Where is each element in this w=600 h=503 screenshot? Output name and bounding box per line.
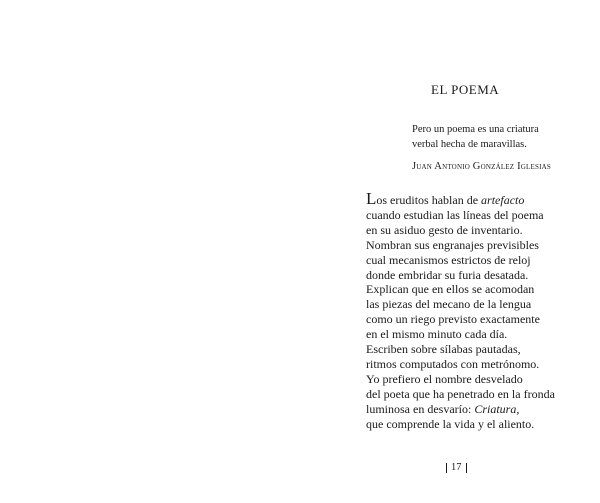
- epigraph-line: Pero un poema es una criatura: [412, 124, 539, 135]
- poem-title: EL POEMA: [431, 82, 500, 97]
- poem-italic-word: Criatura,: [474, 401, 520, 416]
- poem-line: en el mismo minuto cada día.: [366, 327, 508, 342]
- poem-line: las piezas del mecano de la lengua: [366, 297, 532, 312]
- initial-letter: L: [366, 189, 377, 208]
- page-number: 17: [451, 462, 462, 473]
- poem-line: Explican que en ellos se acomodan: [366, 282, 535, 297]
- poem-line: como un riego previsto exactamente: [366, 312, 540, 327]
- poem-line: Yo prefiero el nombre desvelado: [366, 371, 523, 386]
- folio-bar-left: [446, 463, 447, 473]
- epigraph-author: Juan Antonio González Iglesias: [412, 161, 551, 172]
- epigraph: [412, 123, 539, 152]
- poem-line: donde embridar su furia desatada.: [366, 267, 529, 282]
- poem-line: en su asiduo gesto de inventario.: [366, 222, 523, 237]
- poem-body: [366, 189, 555, 432]
- poem-line-first: [366, 189, 555, 208]
- poem-line: del poeta que ha penetrado en la fronda: [366, 386, 555, 401]
- folio-bar-right: [466, 463, 467, 473]
- poem-line: ritmos computados con metrónomo.: [366, 356, 540, 371]
- epigraph-line: verbal hecha de maravillas.: [412, 138, 527, 150]
- poem-line-text: luminosa en desvarío:: [366, 401, 475, 416]
- poem-line-last: que comprende la vida y el aliento.: [366, 416, 535, 431]
- poem-line: cuando estudian las líneas del poema: [366, 207, 544, 222]
- poem-line: Escriben sobre sílabas pautadas,: [366, 342, 521, 357]
- poem-line-text: os eruditos hablan de: [376, 193, 482, 207]
- poem-italic-word: artefacto: [481, 193, 525, 207]
- poem-line: Nombran sus engranajes previsibles: [366, 237, 539, 252]
- poem-line: cual mecanismos estrictos de reloj: [366, 252, 531, 267]
- poem-line-penultimate: [366, 402, 555, 417]
